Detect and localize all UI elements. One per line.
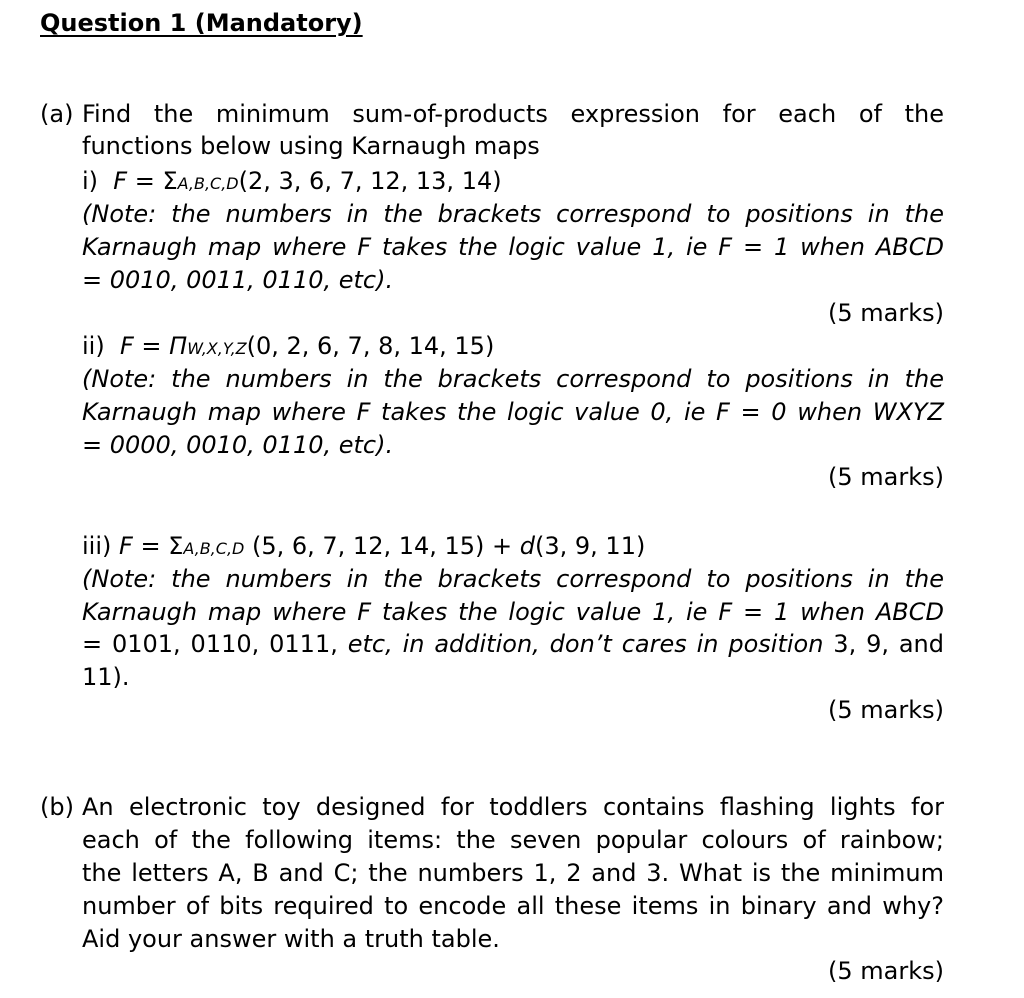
question-ii-note-line2: Karnaugh map where F takes the logic value 0, ie F = 0 when WXYZ xyxy=(82,398,944,426)
part-a-label: (a) xyxy=(40,100,74,128)
question-iii-note-line3a: = 0101, 0110, 0111, xyxy=(82,630,348,658)
question-iii-marks: (5 marks) xyxy=(828,696,944,724)
question-i-prefix: i) xyxy=(82,167,99,195)
question-iii-dc-terms: (3, 9, 11) xyxy=(535,532,646,560)
part-a-intro-line2: functions below using Karnaugh maps xyxy=(82,132,540,160)
question-i-note-line3: = 0010, 0011, 0110, etc). xyxy=(82,266,394,294)
question-i-equals: = xyxy=(127,167,163,195)
question-iii-note-line2: Karnaugh map where F takes the logic value 1, ie F = 1 when ABCD xyxy=(82,598,944,626)
question-ii-prefix: ii) xyxy=(82,332,105,360)
question-iii-subscript: A,B,C,D xyxy=(183,539,245,558)
question-ii-terms: (0, 2, 6, 7, 8, 14, 15) xyxy=(246,332,495,360)
question-ii-f: F xyxy=(119,332,134,360)
question-i-subscript: A,B,C,D xyxy=(177,174,239,193)
question-iii-note-line3 xyxy=(82,629,944,659)
question-i-note-line2b: = 1 when ABCD xyxy=(732,233,944,261)
part-b-line3: the letters A, B and C; the numbers 1, 2 and 3. What is the minimum xyxy=(82,859,944,887)
question-i-f: F xyxy=(113,167,128,195)
sigma-symbol: Σ xyxy=(168,532,184,560)
question-i-marks: (5 marks) xyxy=(828,299,944,327)
question-iii-note-line3b: etc, in addition, don’t cares in position xyxy=(347,630,834,658)
page-title: Question 1 (Mandatory) xyxy=(40,9,363,37)
question-ii-formula xyxy=(82,331,494,364)
question-iii-prefix: iii) xyxy=(82,532,112,560)
question-iii-d: d xyxy=(519,532,536,560)
question-ii-marks: (5 marks) xyxy=(828,463,944,491)
question-i-terms: (2, 3, 6, 7, 12, 13, 14) xyxy=(238,167,502,195)
question-ii-subscript: W,X,Y,Z xyxy=(187,339,247,358)
question-ii-note-line1: (Note: the numbers in the brackets correspond to positions in the xyxy=(82,365,944,393)
part-b-line5: Aid your answer with a truth table. xyxy=(82,925,500,953)
question-iii-note-line1: (Note: the numbers in the brackets correspond to positions in the xyxy=(82,565,944,593)
part-b-line1: An electronic toy designed for toddlers contains flashing lights for xyxy=(82,793,944,821)
pi-symbol: Π xyxy=(169,332,188,360)
part-b-line2: each of the following items: the seven popular colours of rainbow; xyxy=(82,826,944,854)
part-a-intro-line1: Find the minimum sum-of-products expression for each of the xyxy=(82,100,944,128)
question-iii-terms: (5, 6, 7, 12, 14, 15) + xyxy=(244,532,520,560)
question-iii-formula xyxy=(82,531,645,564)
question-ii-note-line3: = 0000, 0010, 0110, etc). xyxy=(82,431,394,459)
question-i-formula xyxy=(82,166,502,199)
sigma-symbol: Σ xyxy=(162,167,178,195)
question-iii-note-line3c: 3, 9, and xyxy=(833,630,944,658)
question-iii-f: F xyxy=(119,532,133,560)
question-i-note-line2a: Karnaugh map where F takes the logic value 1, ie F xyxy=(82,233,733,261)
part-b-line4: number of bits required to encode all these items in binary and why? xyxy=(82,892,944,920)
question-iii-equals: = xyxy=(132,532,169,560)
part-b-marks: (5 marks) xyxy=(828,957,944,985)
question-i-note-line1: (Note: the numbers in the brackets correspond to positions in the xyxy=(82,200,944,228)
question-ii-equals: = xyxy=(133,332,170,360)
part-b-label: (b) xyxy=(40,793,74,821)
question-i-note-line2 xyxy=(82,232,944,262)
question-iii-note-line4: 11). xyxy=(82,663,130,691)
